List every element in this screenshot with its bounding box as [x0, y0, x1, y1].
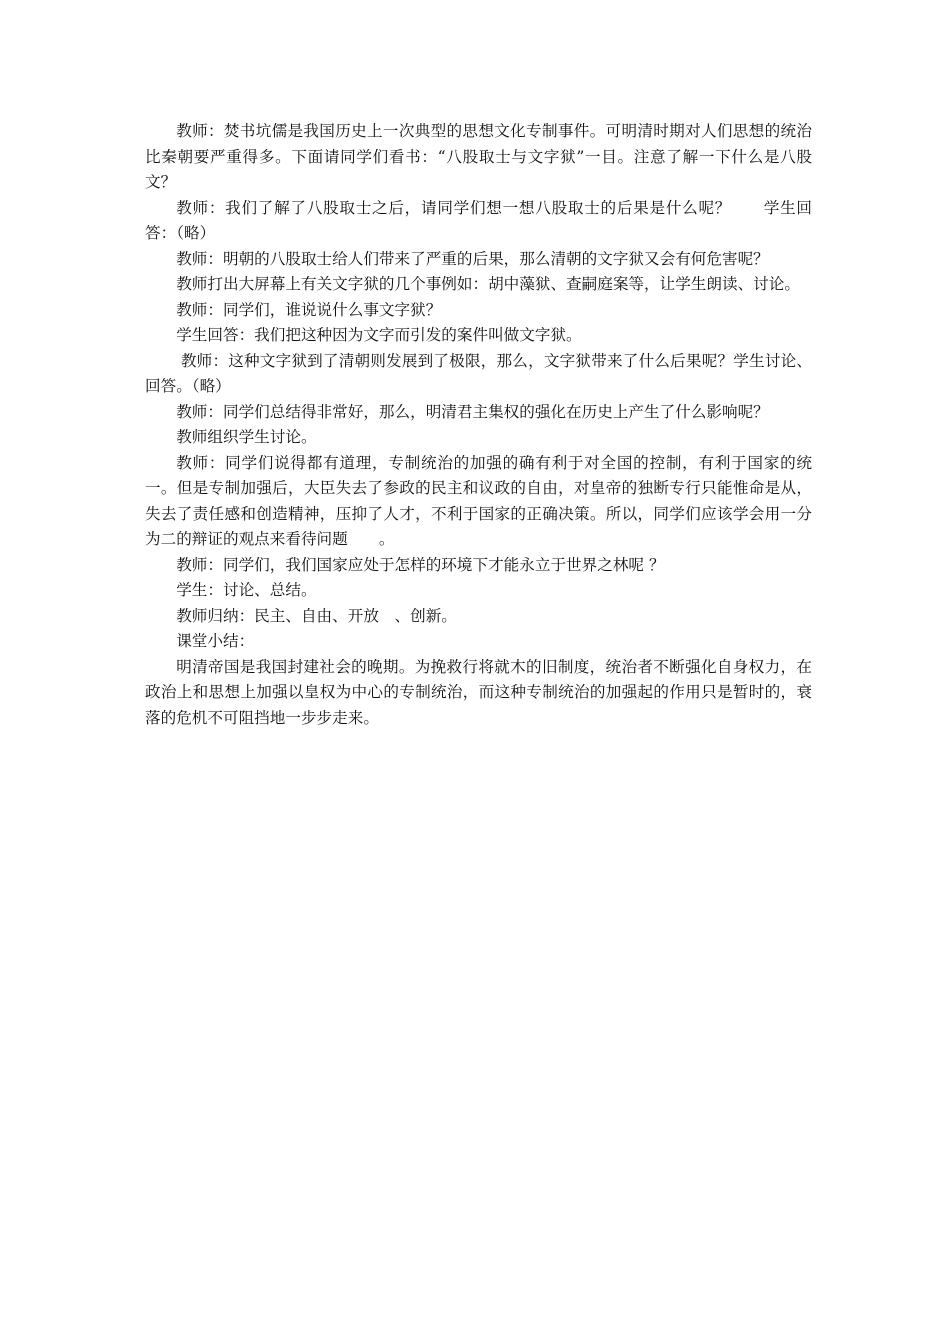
paragraph-3: 教师：明朝的八股取士给人们带来了严重的后果，那么清朝的文字狱又会有何危害呢？: [176, 249, 769, 268]
paragraph-12: 学生：讨论、总结。: [176, 581, 317, 599]
section-heading-summary: 课堂小结：: [176, 632, 255, 650]
paragraph-5: 教师：同学们，谁说说什么事文字狱？: [176, 300, 442, 319]
paragraph-7: 教师：这种文字狱到了清朝则发展到了极限，那么，文字狱带来了什么后果呢？学生讨论、回答。（略）: [145, 351, 812, 395]
paragraph-summary: 明清帝国是我国封建社会的晚期。为挽救行将就木的旧制度，统治者不断强化自身权力，在政治上和思想上加强以皇权为中心的专制统治，而这种专制统治的加强起的作用只是暂时的，衰落的危机不可阻挡地一步步走来。: [145, 657, 812, 727]
paragraph-6: 学生回答：我们把这种因为文字而引发的案件叫做文字狱。: [176, 326, 582, 344]
paragraph-4: 教师打出大屏幕上有关文字狱的几个事例如：胡中藻狱、查嗣庭案等，让学生朗读、讨论。: [176, 275, 800, 293]
paragraph-11: 教师：同学们，我们国家应处于怎样的环境下才能永立于世界之林呢 ？: [176, 555, 665, 574]
paragraph-13: 教师归纳：民主、自由、开放 、创新。: [176, 606, 457, 625]
document-body: [145, 119, 812, 731]
paragraph-1: 教师：焚书坑儒是我国历史上一次典型的思想文化专制事件。可明清时期对人们思想的统治比秦朝要严重得多。下面请同学们看书：“八股取士与文字狱”一目。注意了解一下什么是八股文？: [145, 122, 812, 191]
paragraph-8: 教师：同学们总结得非常好，那么，明清君主集权的强化在历史上产生了什么影响呢？: [176, 402, 769, 421]
paragraph-10: 教师：同学们说得都有道理，专制统治的加强的确有利于对全国的控制，有利于国家的统一。但是专制加强后，大臣失去了参政的民主和议政的自由，对皇帝的独断专行只能惟命是从，失去了责任感和创造精神，压抑了人才，不利于国家的正确决策。所以，同学们应该学会用一分为二的辩证的观点来看待问题 。: [145, 453, 812, 548]
paragraph-9: 教师组织学生讨论。: [176, 428, 317, 446]
paragraph-2: 教师：我们了解了八股取士之后，请同学们想一想八股取士的后果是什么呢？ 学生回答：（略）: [145, 198, 812, 242]
